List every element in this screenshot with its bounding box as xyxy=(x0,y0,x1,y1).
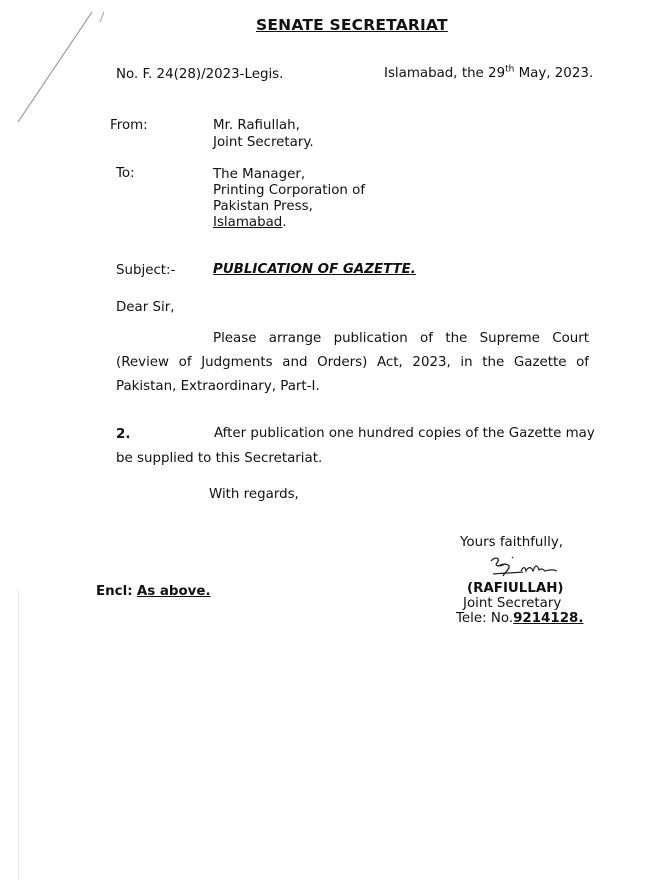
page-title: SENATE SECRETARIAT xyxy=(256,16,448,34)
para2-line-1: After publication one hundred copies of the Gazette may xyxy=(214,426,595,441)
from-designation: Joint Secretary. xyxy=(213,135,314,150)
scan-artifact-line xyxy=(14,0,104,130)
to-city xyxy=(213,214,287,231)
date-ordinal-suffix: th xyxy=(505,64,515,75)
to-line-2: Printing Corporation of xyxy=(213,183,366,198)
para1-line-3: Pakistan, Extraordinary, Part-I. xyxy=(116,379,320,394)
subject-text: PUBLICATION OF GAZETTE. xyxy=(213,262,416,277)
handwritten-signature xyxy=(485,552,565,584)
telephone-number: 9214128. xyxy=(513,611,584,626)
place-date xyxy=(384,66,593,81)
telephone xyxy=(456,611,583,626)
to-label: To: xyxy=(116,166,135,181)
yours-faithfully: Yours faithfully, xyxy=(460,535,564,550)
file-number: No. F. 24(28)/2023-Legis. xyxy=(116,67,284,82)
enclosure-label: Encl: xyxy=(96,584,133,599)
place-date-rest: May, 2023. xyxy=(514,66,594,81)
signatory-name: (RAFIULLAH) xyxy=(467,581,564,596)
to-line-1: The Manager, xyxy=(213,167,306,182)
enclosure xyxy=(96,584,211,599)
enclosure-value: As above. xyxy=(136,584,211,599)
signatory-designation: Joint Secretary xyxy=(463,596,562,611)
from-name: Mr. Rafiullah, xyxy=(213,118,300,133)
para1-line-1: Please arrange publication of the Supreme Court xyxy=(213,331,589,346)
regards-text: With regards, xyxy=(209,487,299,502)
place-date-prefix: Islamabad, the 29 xyxy=(384,66,506,81)
subject-label: Subject:- xyxy=(116,263,176,278)
to-city-tail: . xyxy=(282,215,287,230)
para2-line-2: be supplied to this Secretariat. xyxy=(116,451,323,466)
to-city-name: Islamabad xyxy=(213,215,283,230)
para1-line-2: (Review of Judgments and Orders) Act, 2023, in the Gazette of xyxy=(116,355,589,370)
from-label: From: xyxy=(110,118,148,133)
to-line-3: Pakistan Press, xyxy=(213,199,313,214)
scan-edge-shadow xyxy=(18,590,19,880)
para2-number: 2. xyxy=(116,427,131,442)
salutation: Dear Sir, xyxy=(116,300,175,315)
telephone-label: Tele: No. xyxy=(456,611,514,626)
